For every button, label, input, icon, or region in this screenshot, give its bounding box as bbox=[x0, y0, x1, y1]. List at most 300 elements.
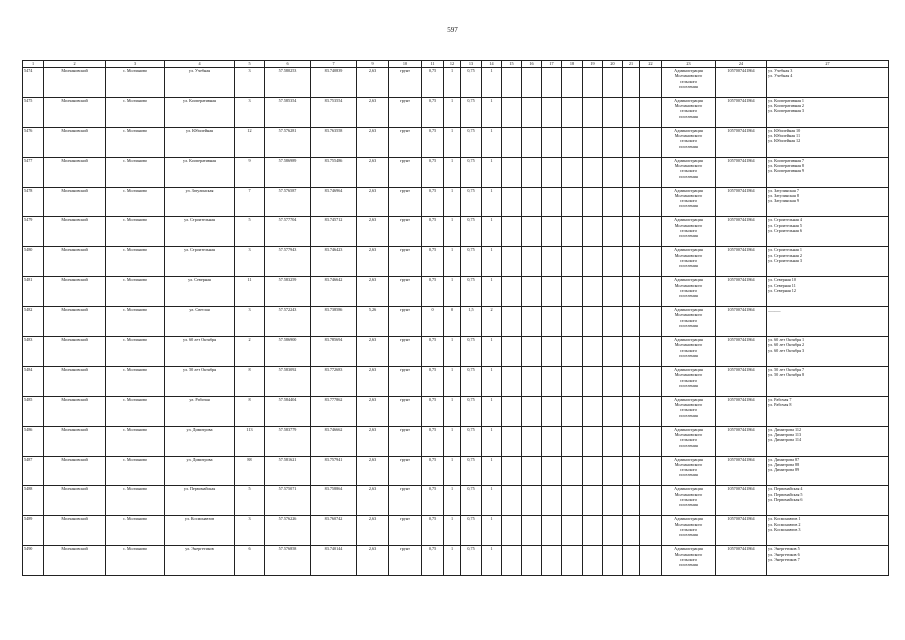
cell-c24: 1057007441864 bbox=[716, 127, 767, 157]
cell-c7: 83.763558 bbox=[311, 127, 357, 157]
empty-cell bbox=[522, 366, 542, 396]
cell-c3: с. Молчаново bbox=[106, 337, 165, 367]
empty-cell bbox=[583, 277, 603, 307]
cell-c4: ул. Димитрова bbox=[165, 456, 235, 486]
cell-c14: 1 bbox=[482, 157, 502, 187]
empty-cell bbox=[502, 456, 522, 486]
cell-c23 bbox=[662, 396, 716, 426]
cell-c12: 1 bbox=[444, 546, 461, 576]
cell-c7: 83.746642 bbox=[311, 277, 357, 307]
cell-c4: ул. Светлая bbox=[165, 307, 235, 337]
cell-c2: Молчановский bbox=[44, 546, 106, 576]
cell-c27 bbox=[767, 426, 889, 456]
empty-cell bbox=[562, 456, 583, 486]
column-number: 7 bbox=[311, 61, 357, 68]
cell-line: Администрация bbox=[674, 277, 703, 283]
empty-cell bbox=[603, 247, 623, 277]
empty-cell bbox=[502, 127, 522, 157]
cell-c24: 1057007441864 bbox=[716, 396, 767, 426]
cell-c4: ул. Кооперативная bbox=[165, 157, 235, 187]
cell-c11: 0,75 bbox=[422, 426, 444, 456]
cell-c1: 5474 bbox=[23, 68, 44, 98]
cell-c14: 1 bbox=[482, 516, 502, 546]
cell-c14: 1 bbox=[482, 127, 502, 157]
cell-line: ул. Димитрова 114 bbox=[768, 437, 802, 443]
cell-line: ул. Строительная 4 bbox=[768, 217, 802, 223]
cell-c12: 1 bbox=[444, 456, 461, 486]
cell-c4: ул. Первомайская bbox=[165, 486, 235, 516]
cell-line: поселения bbox=[679, 382, 698, 388]
cell-c9: 2,63 bbox=[357, 516, 389, 546]
empty-cell bbox=[562, 217, 583, 247]
cell-c24: 1057007441864 bbox=[716, 307, 767, 337]
cell-line: сельского bbox=[679, 407, 698, 413]
cell-c2: Молчановский bbox=[44, 277, 106, 307]
cell-c6: 57.586989 bbox=[265, 157, 311, 187]
empty-cell bbox=[583, 187, 603, 217]
empty-cell bbox=[542, 307, 562, 337]
cell-c3: с. Молчаново bbox=[106, 187, 165, 217]
empty-cell bbox=[640, 127, 662, 157]
table-row bbox=[23, 187, 889, 217]
empty-cell bbox=[502, 68, 522, 98]
empty-cell bbox=[583, 97, 603, 127]
empty-cell bbox=[522, 337, 542, 367]
cell-c1: 5484 bbox=[23, 366, 44, 396]
empty-cell bbox=[623, 396, 640, 426]
cell-line: Администрация bbox=[674, 426, 703, 432]
cell-c5: 11 bbox=[235, 277, 265, 307]
cell-c11: 0,75 bbox=[422, 486, 444, 516]
cell-c4: ул. 60 лет Октября bbox=[165, 337, 235, 367]
cell-c13: 0,75 bbox=[461, 546, 482, 576]
cell-c6: 57.576226 bbox=[265, 516, 311, 546]
table-row bbox=[23, 337, 889, 367]
cell-line: ул. Кооперативная 2 bbox=[768, 103, 805, 109]
cell-c14: 1 bbox=[482, 277, 502, 307]
cell-c1: 5478 bbox=[23, 187, 44, 217]
cell-c6: 57.576281 bbox=[265, 127, 311, 157]
table-row bbox=[23, 486, 889, 516]
cell-c5: 5 bbox=[235, 486, 265, 516]
empty-cell bbox=[502, 187, 522, 217]
cell-c5: 3 bbox=[235, 68, 265, 98]
cell-c24: 1057007441864 bbox=[716, 366, 767, 396]
empty-cell bbox=[603, 97, 623, 127]
empty-cell bbox=[522, 127, 542, 157]
empty-cell bbox=[522, 187, 542, 217]
cell-line: ул. Кооперативная 7 bbox=[768, 157, 805, 163]
cell-c3: с. Молчаново bbox=[106, 127, 165, 157]
cell-c2: Молчановский bbox=[44, 366, 106, 396]
cell-c11: 0,75 bbox=[422, 516, 444, 546]
cell-line: ул. Строительная 3 bbox=[768, 257, 802, 263]
table-row bbox=[23, 217, 889, 247]
empty-cell bbox=[502, 247, 522, 277]
cell-line: Администрация bbox=[674, 97, 703, 103]
cell-c9: 2,63 bbox=[357, 366, 389, 396]
cell-c2: Молчановский bbox=[44, 396, 106, 426]
cell-c9: 2,63 bbox=[357, 187, 389, 217]
cell-line: сельского bbox=[679, 556, 698, 562]
column-number: 24 bbox=[716, 61, 767, 68]
empty-cell bbox=[640, 277, 662, 307]
cell-c10: грунт bbox=[389, 127, 422, 157]
cell-c7: 83.772683 bbox=[311, 366, 357, 396]
cell-c12: 1 bbox=[444, 217, 461, 247]
cell-c14: 1 bbox=[482, 486, 502, 516]
empty-cell bbox=[562, 426, 583, 456]
table-row bbox=[23, 456, 889, 486]
empty-cell bbox=[640, 366, 662, 396]
table-row bbox=[23, 247, 889, 277]
cell-c12: 1 bbox=[444, 366, 461, 396]
table-row bbox=[23, 127, 889, 157]
empty-cell bbox=[542, 217, 562, 247]
cell-c23 bbox=[662, 217, 716, 247]
cell-c7: 83.757941 bbox=[311, 456, 357, 486]
cell-line: ул. Юбилейная 12 bbox=[768, 138, 801, 144]
cell-c9: 2,63 bbox=[357, 426, 389, 456]
cell-c13: 0,75 bbox=[461, 277, 482, 307]
cell-c4: ул. Учебная bbox=[165, 68, 235, 98]
empty-cell bbox=[640, 456, 662, 486]
cell-line: Администрация bbox=[674, 396, 703, 402]
empty-cell bbox=[522, 396, 542, 426]
cell-c13: 0,75 bbox=[461, 456, 482, 486]
cell-line: ул. Рабочая 7 bbox=[768, 396, 792, 402]
cell-c7: 83.755486 bbox=[311, 157, 357, 187]
cell-c12: 0 bbox=[444, 307, 461, 337]
cell-line: ул. Первомайская 5 bbox=[768, 491, 803, 497]
cell-c9: 2,63 bbox=[357, 486, 389, 516]
cell-c12: 1 bbox=[444, 68, 461, 98]
cell-line: Администрация bbox=[674, 217, 703, 223]
cell-c5: 7 bbox=[235, 187, 265, 217]
cell-c2: Молчановский bbox=[44, 127, 106, 157]
cell-c4: ул. Энергетиков bbox=[165, 546, 235, 576]
column-number: 10 bbox=[389, 61, 422, 68]
empty-cell bbox=[502, 157, 522, 187]
empty-cell bbox=[583, 68, 603, 98]
cell-c1: 5487 bbox=[23, 456, 44, 486]
empty-cell bbox=[640, 97, 662, 127]
cell-line: ул. Энергетиков 6 bbox=[768, 551, 800, 557]
cell-c3: с. Молчаново bbox=[106, 486, 165, 516]
cell-c24: 1057007441864 bbox=[716, 97, 767, 127]
empty-cell bbox=[542, 277, 562, 307]
cell-line: сельского bbox=[679, 497, 698, 503]
cell-c27 bbox=[767, 277, 889, 307]
cell-c4: ул. 50 лет Октября bbox=[165, 366, 235, 396]
cell-c12: 1 bbox=[444, 277, 461, 307]
cell-c6: 57.583259 bbox=[265, 277, 311, 307]
cell-c9: 2,63 bbox=[357, 247, 389, 277]
cell-c10: грунт bbox=[389, 486, 422, 516]
cell-line: поселения bbox=[679, 412, 698, 418]
empty-cell bbox=[502, 546, 522, 576]
cell-c4: ул. Космонавтов bbox=[165, 516, 235, 546]
cell-c7: 83.777862 bbox=[311, 396, 357, 426]
cell-c13: 0,75 bbox=[461, 68, 482, 98]
cell-c5: 113 bbox=[235, 426, 265, 456]
empty-cell bbox=[583, 546, 603, 576]
cell-c4: ул. Северная bbox=[165, 277, 235, 307]
cell-c23 bbox=[662, 337, 716, 367]
cell-line: Администрация bbox=[674, 337, 703, 343]
empty-cell bbox=[522, 426, 542, 456]
cell-line: Молчановского bbox=[674, 372, 703, 378]
cell-c14: 2 bbox=[482, 307, 502, 337]
cell-line: ул. Строительная 6 bbox=[768, 228, 802, 234]
cell-c23 bbox=[662, 68, 716, 98]
cell-c4: ул. Димитрова bbox=[165, 426, 235, 456]
cell-c7: 83.758864 bbox=[311, 486, 357, 516]
column-number: 15 bbox=[502, 61, 522, 68]
cell-line: ул. Северная 12 bbox=[768, 287, 796, 293]
cell-c27 bbox=[767, 157, 889, 187]
cell-line: ул. Энергетиков 5 bbox=[768, 546, 800, 552]
cell-c13: 0,75 bbox=[461, 157, 482, 187]
empty-cell bbox=[640, 247, 662, 277]
empty-cell bbox=[623, 247, 640, 277]
empty-cell bbox=[623, 277, 640, 307]
empty-cell bbox=[502, 396, 522, 426]
cell-line: Молчановского bbox=[674, 192, 703, 198]
cell-c24: 1057007441864 bbox=[716, 277, 767, 307]
cell-c11: 0,75 bbox=[422, 187, 444, 217]
cell-c12: 1 bbox=[444, 157, 461, 187]
cell-c13: 0,75 bbox=[461, 217, 482, 247]
empty-cell bbox=[583, 426, 603, 456]
column-number: 5 bbox=[235, 61, 265, 68]
column-number: 19 bbox=[583, 61, 603, 68]
empty-cell bbox=[583, 127, 603, 157]
cell-c2: Молчановский bbox=[44, 157, 106, 187]
empty-cell bbox=[623, 516, 640, 546]
cell-line: поселения bbox=[679, 352, 698, 358]
cell-c24: 1057007441864 bbox=[716, 187, 767, 217]
empty-cell bbox=[502, 366, 522, 396]
cell-c14: 1 bbox=[482, 97, 502, 127]
cell-c1: 5481 bbox=[23, 277, 44, 307]
cell-c1: 5477 bbox=[23, 157, 44, 187]
cell-line: ул. 50 лет Октября 7 bbox=[768, 366, 805, 372]
cell-line: Молчановского bbox=[674, 133, 703, 139]
empty-cell bbox=[562, 307, 583, 337]
cell-line: ул. 60 лет Октября 2 bbox=[768, 342, 805, 348]
cell-c5: 3 bbox=[235, 97, 265, 127]
empty-cell bbox=[502, 97, 522, 127]
empty-cell bbox=[623, 366, 640, 396]
cell-line: сельского bbox=[679, 347, 698, 353]
cell-c3: с. Молчаново bbox=[106, 516, 165, 546]
table-row bbox=[23, 97, 889, 127]
empty-cell bbox=[562, 247, 583, 277]
cell-c2: Молчановский bbox=[44, 217, 106, 247]
empty-cell bbox=[502, 337, 522, 367]
cell-c7: 83.753554 bbox=[311, 97, 357, 127]
cell-c14: 1 bbox=[482, 366, 502, 396]
cell-c1: 5485 bbox=[23, 396, 44, 426]
cell-c9: 2,63 bbox=[357, 456, 389, 486]
cell-c1: 5479 bbox=[23, 217, 44, 247]
empty-cell bbox=[603, 396, 623, 426]
cell-c24: 1057007441864 bbox=[716, 68, 767, 98]
empty-cell bbox=[603, 217, 623, 247]
column-number: 2 bbox=[44, 61, 106, 68]
cell-line: сельского bbox=[679, 526, 698, 532]
cell-c9: 2,63 bbox=[357, 217, 389, 247]
cell-c10: грунт bbox=[389, 396, 422, 426]
cell-c1: 5488 bbox=[23, 486, 44, 516]
cell-c23 bbox=[662, 516, 716, 546]
table-row bbox=[23, 68, 889, 98]
column-number: 9 bbox=[357, 61, 389, 68]
cell-line: ул. Затулинская 7 bbox=[768, 187, 799, 193]
cell-c11: 0,75 bbox=[422, 247, 444, 277]
empty-cell bbox=[640, 68, 662, 98]
cell-c11: 0,75 bbox=[422, 277, 444, 307]
cell-c14: 1 bbox=[482, 456, 502, 486]
cell-line: сельского bbox=[679, 78, 698, 84]
cell-c24: 1057007441864 bbox=[716, 247, 767, 277]
cell-line: сельского bbox=[679, 138, 698, 144]
cell-c4: ул. Затулинская bbox=[165, 187, 235, 217]
cell-line: Молчановского bbox=[674, 282, 703, 288]
empty-cell bbox=[562, 546, 583, 576]
cell-c2: Молчановский bbox=[44, 307, 106, 337]
cell-line: ул. 50 лет Октября 8 bbox=[768, 372, 805, 378]
cell-c13: 0,75 bbox=[461, 127, 482, 157]
cell-line: ул. Космонавтов 3 bbox=[768, 526, 801, 532]
empty-cell bbox=[603, 157, 623, 187]
cell-c27 bbox=[767, 217, 889, 247]
cell-c13: 0,75 bbox=[461, 396, 482, 426]
cell-c5: 9 bbox=[235, 157, 265, 187]
cell-c10: грунт bbox=[389, 337, 422, 367]
empty-cell bbox=[603, 127, 623, 157]
empty-cell bbox=[522, 247, 542, 277]
cell-c14: 1 bbox=[482, 68, 502, 98]
cell-line: Молчановского bbox=[674, 431, 703, 437]
cell-line: ул. Учебная 4 bbox=[768, 73, 793, 79]
cell-line: сельского bbox=[679, 287, 698, 293]
empty-cell bbox=[522, 68, 542, 98]
empty-cell bbox=[623, 217, 640, 247]
cell-c14: 1 bbox=[482, 247, 502, 277]
column-number: 22 bbox=[640, 61, 662, 68]
cell-line: сельского bbox=[679, 317, 698, 323]
cell-line: ул. Северная 10 bbox=[768, 277, 796, 283]
empty-cell bbox=[603, 456, 623, 486]
cell-c23 bbox=[662, 456, 716, 486]
cell-c9: 2,63 bbox=[357, 546, 389, 576]
cell-c23 bbox=[662, 486, 716, 516]
column-number: 12 bbox=[444, 61, 461, 68]
cell-c11: 0,75 bbox=[422, 217, 444, 247]
cell-c6: 57.583092 bbox=[265, 366, 311, 396]
cell-c10: грунт bbox=[389, 366, 422, 396]
cell-c27 bbox=[767, 68, 889, 98]
cell-c9: 2,63 bbox=[357, 97, 389, 127]
cell-c27 bbox=[767, 337, 889, 367]
cell-c11: 0,75 bbox=[422, 157, 444, 187]
cell-c12: 1 bbox=[444, 426, 461, 456]
cell-line: поселения bbox=[679, 203, 698, 209]
empty-cell bbox=[542, 337, 562, 367]
empty-cell bbox=[522, 217, 542, 247]
cell-c12: 1 bbox=[444, 337, 461, 367]
empty-cell bbox=[562, 68, 583, 98]
cell-line: поселения bbox=[679, 293, 698, 299]
cell-c11: 0,75 bbox=[422, 456, 444, 486]
table-row bbox=[23, 277, 889, 307]
cell-line: Администрация bbox=[674, 456, 703, 462]
cell-c27 bbox=[767, 546, 889, 576]
empty-cell bbox=[542, 187, 562, 217]
cell-c1: 5489 bbox=[23, 516, 44, 546]
empty-cell bbox=[623, 68, 640, 98]
cell-c2: Молчановский bbox=[44, 187, 106, 217]
cell-c3: с. Молчаново bbox=[106, 426, 165, 456]
cell-c2: Молчановский bbox=[44, 426, 106, 456]
empty-cell bbox=[502, 277, 522, 307]
empty-cell bbox=[562, 187, 583, 217]
empty-cell bbox=[562, 337, 583, 367]
cell-line: ул. Кооперативная 9 bbox=[768, 168, 805, 174]
cell-c13: 0,75 bbox=[461, 97, 482, 127]
cell-c9: 2,63 bbox=[357, 68, 389, 98]
cell-c10: грунт bbox=[389, 97, 422, 127]
cell-c24: 1057007441864 bbox=[716, 486, 767, 516]
cell-line: ул. Димитрова 112 bbox=[768, 426, 802, 432]
cell-line: поселения bbox=[679, 502, 698, 508]
cell-c6: 57.586900 bbox=[265, 337, 311, 367]
cell-c1: 5476 bbox=[23, 127, 44, 157]
cell-c7: 83.740144 bbox=[311, 546, 357, 576]
cell-c12: 1 bbox=[444, 396, 461, 426]
cell-line: ул. Строительная 2 bbox=[768, 252, 802, 258]
empty-cell bbox=[640, 307, 662, 337]
cell-c14: 1 bbox=[482, 217, 502, 247]
cell-line: ул. Затулинская 9 bbox=[768, 198, 799, 204]
cell-c11: 0,75 bbox=[422, 337, 444, 367]
cell-c6: 57.577704 bbox=[265, 217, 311, 247]
column-number: 17 bbox=[542, 61, 562, 68]
empty-cell bbox=[603, 426, 623, 456]
cell-c2: Молчановский bbox=[44, 486, 106, 516]
cell-line: ______ bbox=[768, 307, 781, 313]
cell-c27 bbox=[767, 366, 889, 396]
cell-line: сельского bbox=[679, 228, 698, 234]
cell-c6: 57.581621 bbox=[265, 456, 311, 486]
page-number: 597 bbox=[447, 26, 458, 34]
empty-cell bbox=[583, 247, 603, 277]
cell-c23 bbox=[662, 546, 716, 576]
cell-c13: 0,75 bbox=[461, 516, 482, 546]
cell-c10: грунт bbox=[389, 426, 422, 456]
cell-line: ул. Строительная 5 bbox=[768, 222, 802, 228]
cell-line: ул. Затулинская 8 bbox=[768, 192, 799, 198]
cell-line: Администрация bbox=[674, 307, 703, 313]
cell-c1: 5482 bbox=[23, 307, 44, 337]
empty-cell bbox=[542, 546, 562, 576]
cell-line: поселения bbox=[679, 233, 698, 239]
empty-cell bbox=[603, 187, 623, 217]
cell-c9: 2,63 bbox=[357, 157, 389, 187]
cell-c6: 57.576587 bbox=[265, 187, 311, 217]
